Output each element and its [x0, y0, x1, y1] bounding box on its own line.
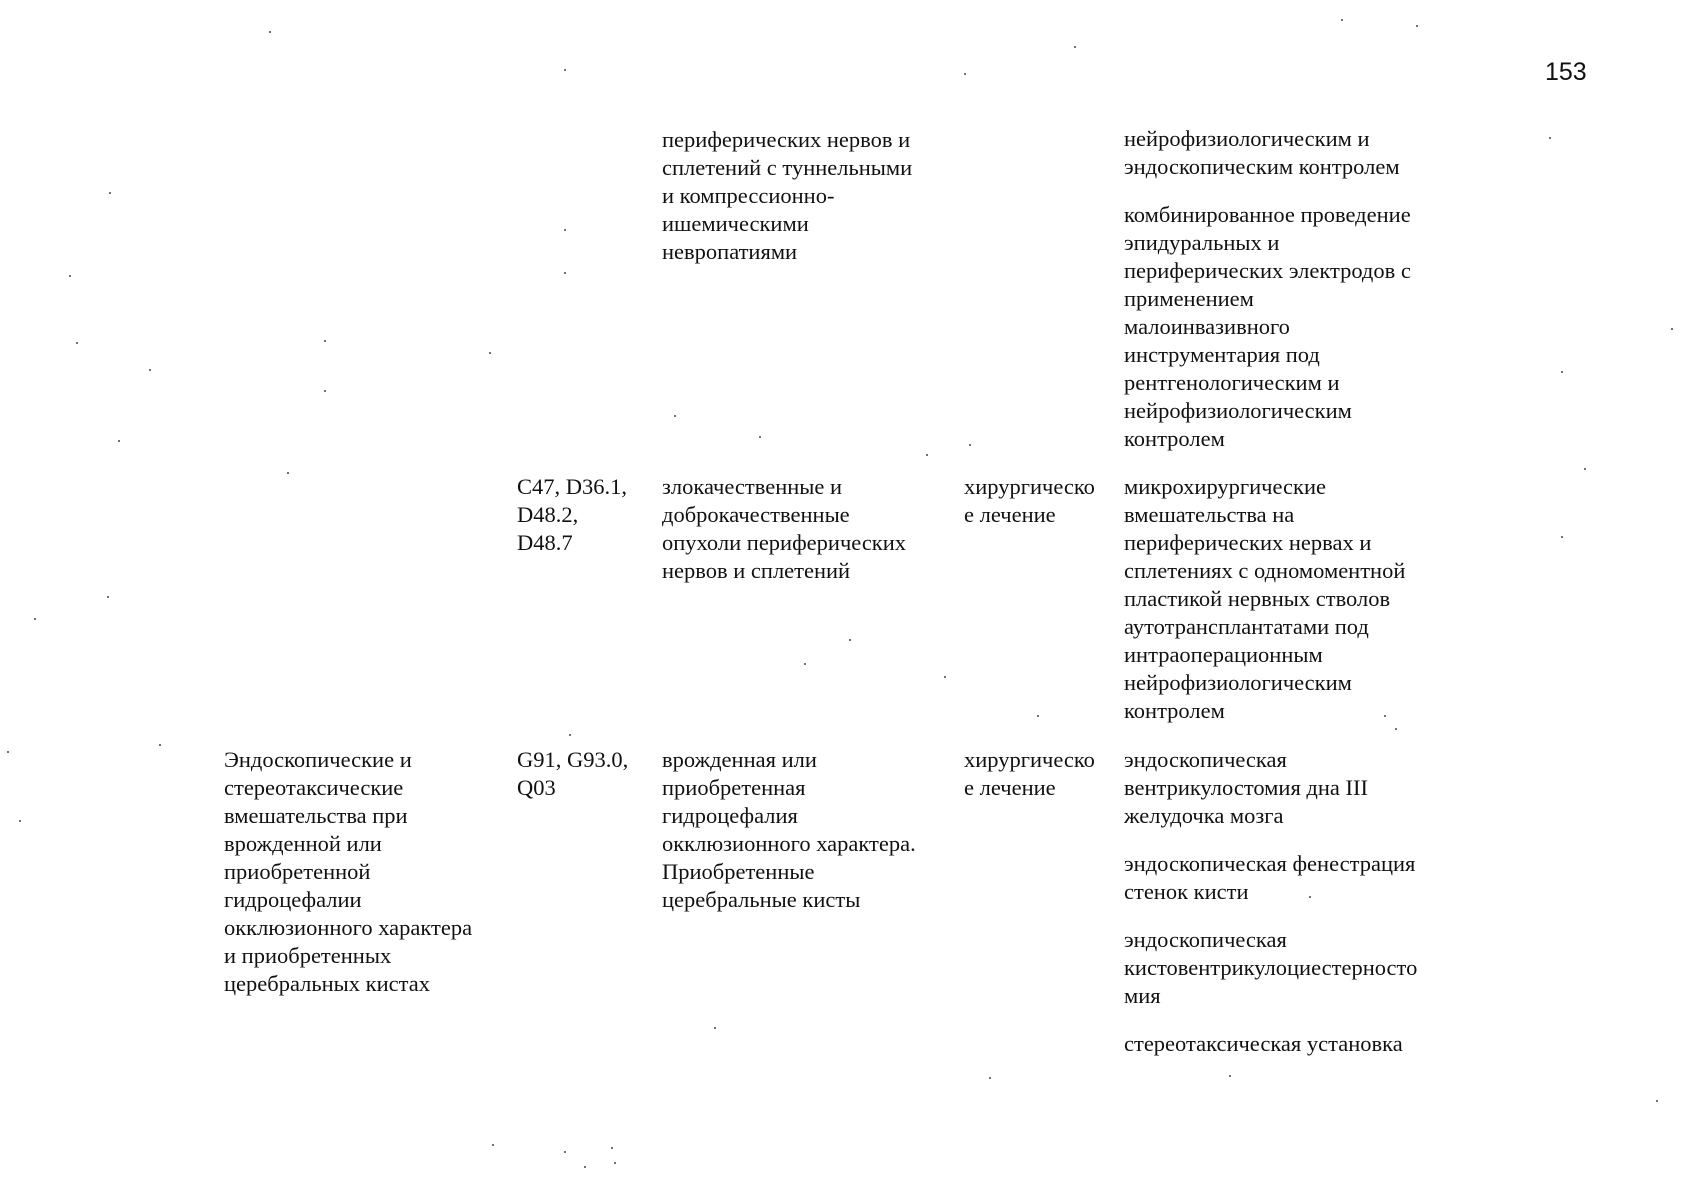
- treatment-method-3b: эндоскопическая фенестрация стенок кисти: [1124, 851, 1416, 904]
- treatment-method-1a: нейрофизиологическим и эндоскопическим контролем: [1124, 126, 1400, 179]
- treatment-method-2a: микрохирургические вмешательства на периферических нервах и сплетениях с одномоментной пластикой нервных стволов аутотрансплантатами под интраоперационным нейрофизиологическим контролем: [1124, 474, 1406, 723]
- icd-codes-2: C47, D36.1, D48.2, D48.7: [517, 474, 628, 555]
- disease-description-2: злокачественные и доброкачественные опухоли периферических нервов и сплетений: [662, 474, 907, 583]
- care-type-3: Эндоскопические и стереотаксические вмешательства при врожденной или приобретенной гидроцефалии окклюзионного характера и приобретенных церебральных кистах: [224, 747, 473, 996]
- treatment-method-3a: эндоскопическая вентрикулостомия дна III желудочка мозга: [1124, 747, 1369, 828]
- disease-description-1: периферических нервов и сплетений с туннельными и компрессионно- ишемическими невропатиями: [662, 127, 913, 264]
- treatment-type-2: хирургическо е лечение: [964, 474, 1095, 527]
- treatment-method-3d: стереотаксическая установка: [1124, 1031, 1403, 1056]
- treatment-method-1b: комбинированное проведение эпидуральных и периферических электродов с применением малоинвазивного инструментария под рентгенологическим и нейрофизиологическим контролем: [1124, 202, 1411, 451]
- treatment-type-3: хирургическо е лечение: [964, 747, 1095, 800]
- page-number: 153: [1545, 58, 1587, 86]
- icd-codes-3: G91, G93.0, Q03: [517, 747, 629, 800]
- disease-description-3: врожденная или приобретенная гидроцефалия окклюзионного характера. Приобретенные церебральные кисты: [662, 747, 916, 912]
- treatment-method-3c: эндоскопическая кистовентрикулоциестерносто мия: [1124, 927, 1418, 1008]
